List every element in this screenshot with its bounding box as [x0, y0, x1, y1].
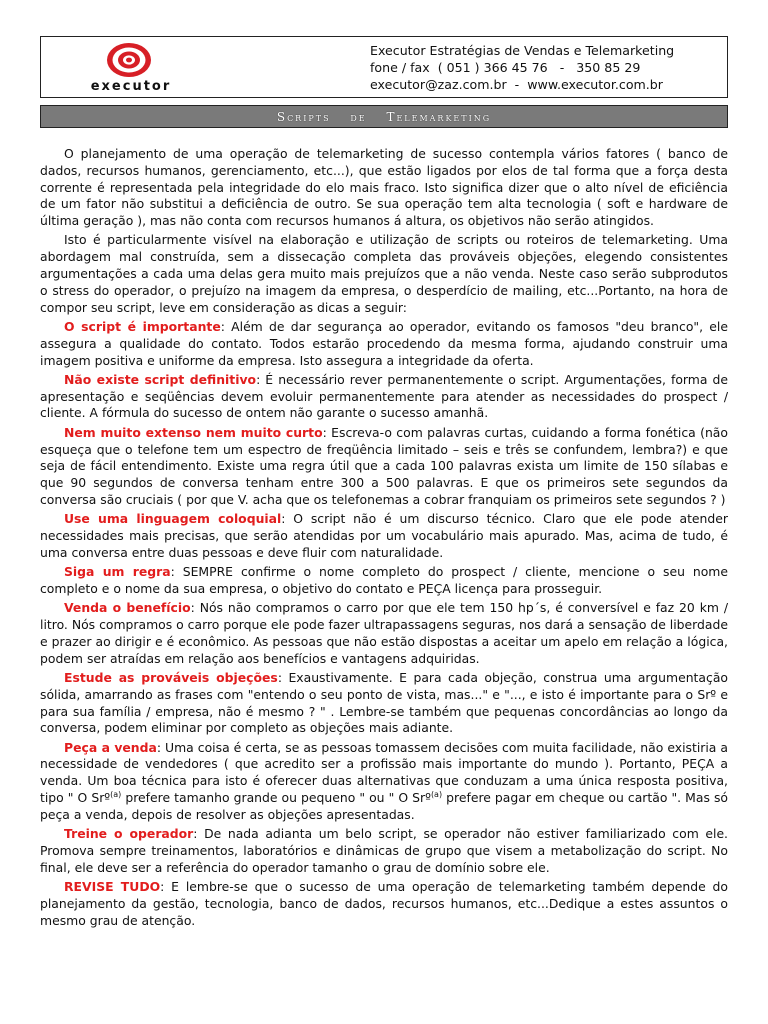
tip-paragraph — [40, 740, 728, 824]
letterhead — [40, 36, 728, 98]
tip-heading: Nem muito extenso nem muito curto — [64, 424, 323, 440]
tip-text: prefere tamanho grande ou pequeno " ou " O Srº — [121, 789, 431, 805]
tip-paragraph — [40, 670, 728, 737]
tip-heading: Use uma linguagem coloquial — [64, 511, 282, 527]
title-bar — [40, 105, 728, 128]
tip-paragraph — [40, 600, 728, 667]
executor-logo — [75, 41, 185, 95]
email-website: executor@zaz.com.br - www.executor.com.br — [370, 77, 663, 92]
tip-heading: Treine o operador — [64, 826, 194, 842]
superscript: (a) — [110, 789, 122, 799]
logo-wordmark: executor — [90, 79, 172, 94]
tip-text: : De nada adianta um belo script, se operador não estiver familiarizado com ele. Promova sempre treinamentos, laboratórios e dinâmicas de grupo que visem a metabolização do script. No final, ele deve ser a referência do operador tamanho o grau de domínio sobre ele. — [40, 826, 728, 875]
tip-heading: O script é importante — [64, 318, 221, 334]
intro-paragraph: Isto é particularmente visível na elaboração e utilização de scripts ou roteiros de telemarketing. Uma abordagem mal construída, sem a dissecação completa das prováveis objeções, elegendo consistentes argumentações a cada uma delas gera muito mais prejuízos que a não venda. Neste caso serão subprodutos o stress do operador, o prejuízo na imagem da empresa, o desperdício de mailing, etc...Portanto, na hora de compor seu script, leve em consideração as dicas a seguir: — [40, 232, 728, 315]
tip-text: : Escreva-o com palavras curtas, cuidando a forma fonética (não esqueça que o telefone tem um espectro de freqüência limitado – seis e três se confundem, lembra?) e que seja de fácil entendimento. Existe uma regra útil que a cada 100 palavras exista um limite de 150 sílabas e que 90 segundos de conversa tenham entre 300 a 500 palavras. E que os primeiros sete segundos da conversa são cruciais ( por que V. acha que os telefonemas a cobrar franquiam os primeiros sete segundos ? ) — [40, 424, 728, 507]
tip-paragraph — [40, 511, 728, 561]
tip-paragraph — [40, 372, 728, 422]
tip-text: : SEMPRE confirme o nome completo do prospect / cliente, mencione o seu nome completo e o nome da sua empresa, o objetivo do contato e PEÇA licença para prosseguir. — [40, 564, 728, 596]
tip-heading: Não existe script definitivo — [64, 371, 257, 387]
phone-fax: fone / fax ( 051 ) 366 45 76 - 350 85 29 — [370, 60, 641, 75]
company-name: Executor Estratégias de Vendas e Telemarketing — [370, 43, 675, 58]
tip-heading: Venda o benefício — [64, 600, 191, 616]
article-body — [40, 146, 728, 932]
tip-paragraph — [40, 826, 728, 876]
tip-text: : O script não é um discurso técnico. Claro que ele pode atender necessidades mais precisas, que serão atendidas por um vocabulário mais apurado. Mas, acima de tudo, é uma conversa entre duas pessoas e deve fluir com naturalidade. — [40, 511, 728, 560]
tip-heading: Siga um regra — [64, 564, 171, 580]
tip-heading: REVISE TUDO — [64, 878, 161, 894]
superscript: (a) — [430, 789, 443, 799]
tip-text: : Exaustivamente. E para cada objeção, construa uma argumentação sólida, amarrando as frases com "entendo o seu ponto de vista, mas..." e "..., e isto é importante para o Srº e para sua família / empresa, não é mesmo ? " . Lembre-se também que pequenas concordâncias ao longo da conversa, podem eliminar por completo as objeções mais adiante. — [40, 669, 728, 736]
target-icon — [105, 41, 153, 79]
tip-text: : Além de dar segurança ao operador, evitando os famosos "deu branco", ele assegura a qualidade do contato. Todos estarão procedendo da mesma forma, ajudando construir uma imagem positiva e uniforme da empresa. Isto assegura a integridade da oferta. — [40, 318, 728, 368]
tip-text: : E lembre-se que o sucesso de uma operação de telemarketing também depende do planejamento da gestão, tecnologia, banco de dados, recursos humanos, etc...Dedique a estes assuntos o mesmo grau de atenção. — [40, 878, 728, 928]
tip-paragraph — [40, 425, 728, 509]
tip-heading: Peça a venda — [64, 739, 157, 755]
tip-paragraph — [40, 879, 728, 929]
document-title: Scripts de Telemarketing — [276, 110, 492, 124]
company-info — [370, 42, 715, 93]
tip-text: : É necessário rever permanentemente o script. Argumentações, forma de apresentação e seqüências devem evoluir permanentemente para atender as necessidades do prospect / cliente. A fórmula do sucesso de ontem não garante o sucesso amanhã. — [40, 371, 729, 421]
tip-heading: Estude as prováveis objeções — [64, 669, 278, 685]
tip-text: : Nós não compramos o carro por que ele tem 150 hp´s, é conversível e faz 20 km / litro. Nós compramos o carro porque ele pode fazer ultrapassagens seguras, nos dará a sensação de liberdade e prazer ao dirigir e é econômico. As pessoas que não estão dispostas a aceitar um apelo em relação a lógica, podem ser atraídas em relação aos benefícios e vantagens adquiridas. — [40, 600, 728, 666]
tip-text: : Uma coisa é certa, se as pessoas tomassem decisões com muita facilidade, não existiria a necessidade de vendedores ( que acredito ser a profissão mais importante do mundo ). Portanto, PEÇA a venda. Um boa técnica para isto é oferecer duas alternativas que conduzam a uma única resposta positiva, tipo " O Srº — [40, 739, 728, 805]
tip-text: prefere pagar em cheque ou cartão ". Mas só peça a venda, depois de resolver as objeções apresentadas. — [40, 789, 728, 822]
tip-paragraph — [40, 564, 728, 598]
tip-paragraph — [40, 319, 728, 369]
intro-paragraph: O planejamento de uma operação de telemarketing de sucesso contempla vários fatores ( banco de dados, recursos humanos, gerenciamento, etc...), que estão ligados por elos de tal forma que a força desta corrente é representada pela integridade do elo mais fraco. Isto significa dizer que o alto nível de eficiência de um fator não substitui a deficiência de outro. Se sua operação tem alta tecnologia ( soft e hardware de última geração ), mas não conta com recursos humanos á altura, os objetivos não serão atingidos. — [40, 146, 728, 229]
